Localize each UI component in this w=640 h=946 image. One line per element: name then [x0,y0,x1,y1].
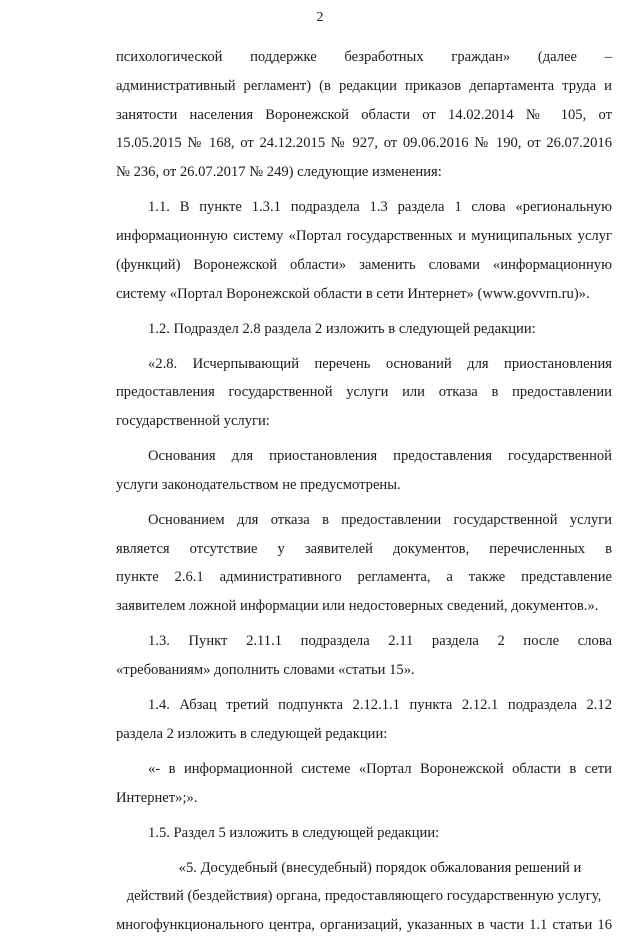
text-line: 1.3. Пункт 2.11.1 подраздела 2.11 раздела 2 после слова [148,633,612,650]
paragraph-item-1-1 [116,193,612,308]
text-line: Основанием для отказа в предоставлении государственной услуги [148,511,612,528]
text-line: психологической поддержке безработных граждан» (далее – [116,49,612,65]
text-line: многофункционального центра, организаций, указанных в части 1.1 статьи 16 [116,917,612,934]
text-line: предоставления государственной услуги или отказа в предоставлении [116,384,612,401]
paragraph-info-system [116,755,612,813]
paragraph-section-2-8 [116,350,612,436]
text-line: «- в информационной системе «Портал Воронежской области в сети [148,760,612,777]
text-line: пункте 2.6.1 административного регламента, а также представление [116,569,612,586]
text-line: является отсутствие у заявителей документов, перечисленных в [116,540,612,557]
paragraph-section-5-heading [116,854,612,940]
text-line: 1.5. Раздел 5 изложить в следующей редакции: [148,824,440,841]
text-line: действий (бездействия) органа, предоставляющего государственную услугу, [126,888,602,905]
text-line: систему «Портал Воронежской области в сети Интернет» (www.govvrn.ru)». [116,285,590,302]
paragraph-intro-continuation [116,43,612,187]
text-line: 1.4. Абзац третий подпункта 2.12.1.1 пункта 2.12.1 подраздела 2.12 [148,697,612,714]
paragraph-item-1-2 [116,315,612,344]
text-line: (функций) Воронежской области» заменить словами «информационную [116,256,612,273]
text-line: «2.8. Исчерпывающий перечень оснований для приостановления [148,355,612,372]
paragraph-item-1-4 [116,691,612,749]
text-line: «требованиям» дополнить словами «статьи 15». [116,662,415,679]
text-line: информационную систему «Портал государственных и муниципальных услуг [116,227,612,244]
text-line: 15.05.2015 № 168, от 24.12.2015 № 927, от 09.06.2016 № 190, от 26.07.2016 [116,135,612,152]
text-line: 1.2. Подраздел 2.8 раздела 2 изложить в следующей редакции: [148,320,536,337]
text-line: № 236, от 26.07.2017 № 249) следующие изменения: [116,164,442,181]
text-line: государственной услуги: [116,413,270,430]
document-body [116,43,612,946]
text-line: Интернет»;». [116,789,198,806]
text-line: 1.1. В пункте 1.3.1 подраздела 1.3 раздела 1 слова «региональную [148,199,612,216]
page-number: 2 [316,10,324,25]
paragraph-refusal-grounds [116,506,612,621]
paragraph-item-1-3 [116,627,612,685]
text-line: раздела 2 изложить в следующей редакции: [116,725,388,742]
text-line: «5. Досудебный (внесудебный) порядок обжалования решений и [178,859,582,876]
text-line: заявителем ложной информации или недостоверных сведений, документов.». [116,598,599,615]
paragraph-suspension-grounds [116,442,612,500]
text-line: занятости населения Воронежской области от 14.02.2014 № 105, от [116,106,612,123]
text-line: Основания для приостановления предоставления государственной [148,448,612,465]
paragraph-item-1-5 [116,819,612,848]
text-line: административный регламент) (в редакции приказов департамента труда и [116,77,612,94]
text-line: услуги законодательством не предусмотрены. [116,476,401,493]
